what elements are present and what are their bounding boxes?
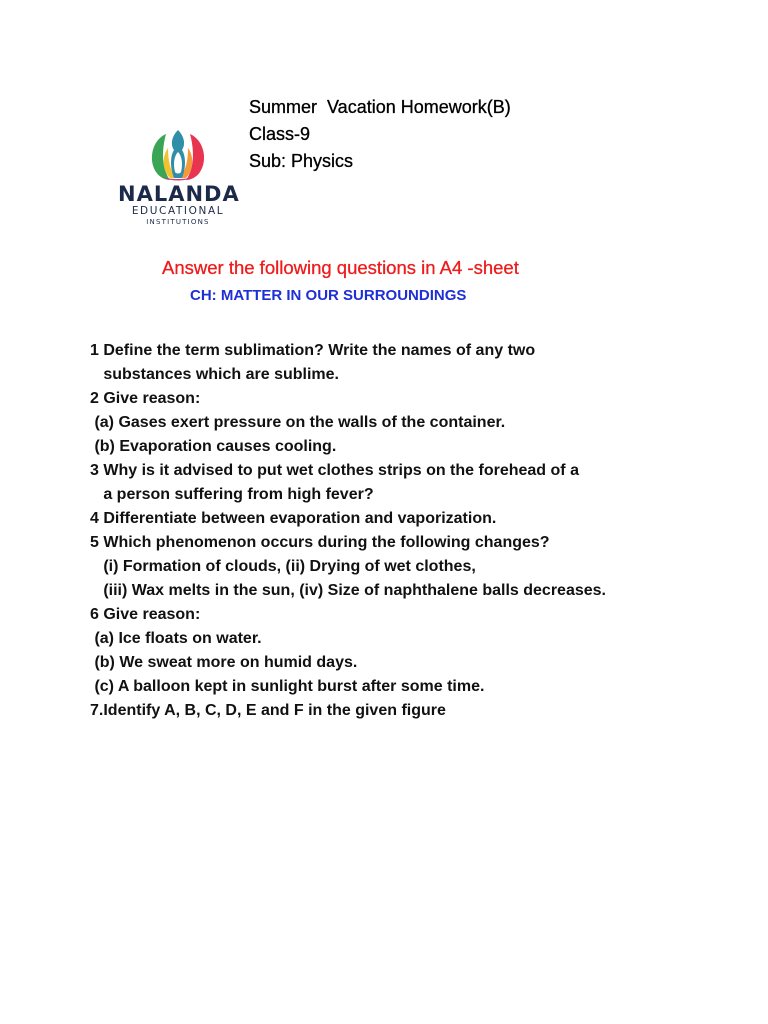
- question-line: 4 Differentiate between evaporation and vaporization.: [90, 510, 497, 527]
- chapter-heading: CH: MATTER IN OUR SURROUNDINGS: [190, 287, 467, 304]
- instruction-heading: Answer the following questions in A4 -sheet: [162, 257, 519, 278]
- question-line: substances which are sublime.: [90, 366, 339, 383]
- question-line: (c) A balloon kept in sunlight burst after some time.: [90, 678, 485, 695]
- question-line: 2 Give reason:: [90, 390, 201, 407]
- question-line: (a) Ice floats on water.: [90, 630, 262, 647]
- class-label: Class-9: [249, 124, 311, 144]
- question-line: (i) Formation of clouds, (ii) Drying of wet clothes,: [90, 558, 476, 575]
- question-list: [90, 339, 760, 723]
- logo-subtitle: EDUCATIONAL: [131, 205, 225, 217]
- nalanda-logo: [118, 126, 238, 231]
- document-title: Summer Vacation Homework(B): [249, 97, 511, 117]
- question-line: (a) Gases exert pressure on the walls of the container.: [90, 414, 506, 431]
- subject-label: Sub: Physics: [249, 151, 354, 171]
- question-line: 6 Give reason:: [90, 606, 201, 623]
- lotus-logo-icon: [146, 126, 210, 184]
- question-line: 1 Define the term sublimation? Write the names of any two: [90, 342, 536, 359]
- question-line: 5 Which phenomenon occurs during the following changes?: [90, 534, 550, 551]
- question-line: (b) We sweat more on humid days.: [90, 654, 358, 671]
- question-line: (iii) Wax melts in the sun, (iv) Size of naphthalene balls decreases.: [90, 582, 606, 599]
- question-line: 3 Why is it advised to put wet clothes strips on the forehead of a: [90, 462, 579, 479]
- question-line: (b) Evaporation causes cooling.: [90, 438, 337, 455]
- logo-brand-text: NALANDA: [118, 182, 240, 206]
- question-line: 7.Identify A, B, C, D, E and F in the given figure: [90, 702, 446, 719]
- document-header: [249, 94, 511, 175]
- question-line: a person suffering from high fever?: [90, 486, 374, 503]
- logo-subtitle-small: INSTITUTIONS: [146, 218, 210, 226]
